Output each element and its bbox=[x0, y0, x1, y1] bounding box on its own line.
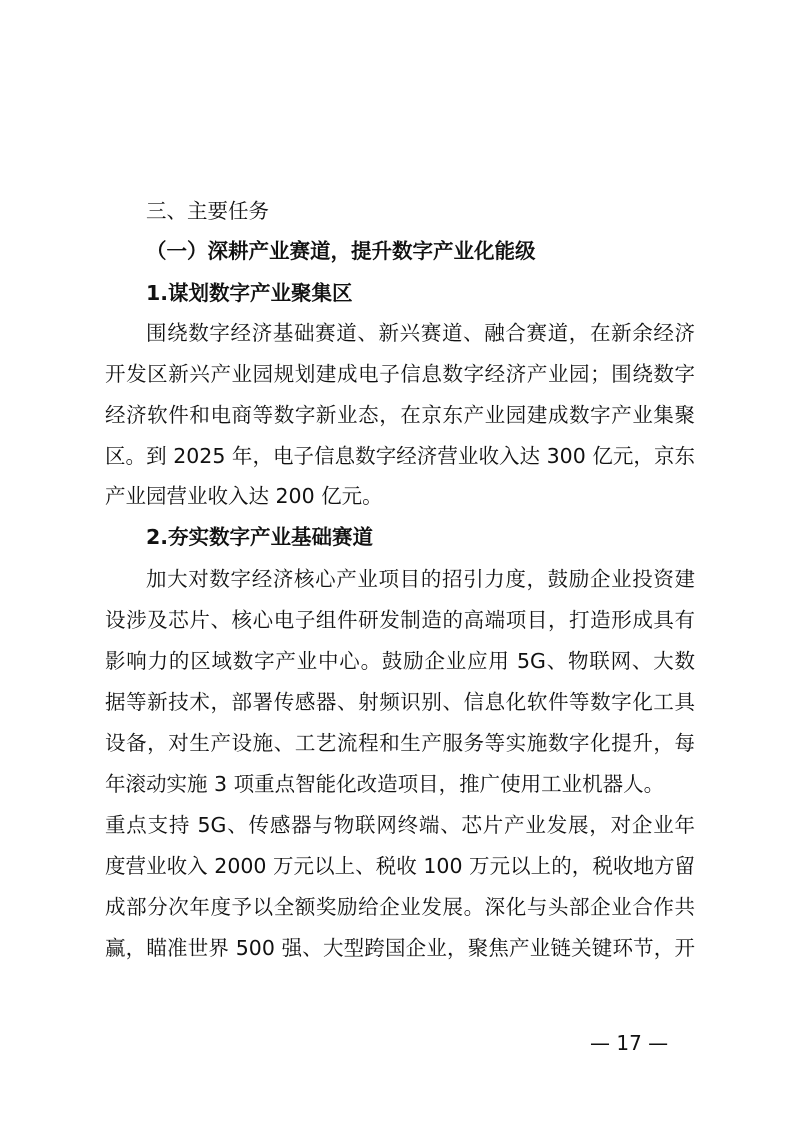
item1-line-5: 产业园营业收入达 200 亿元。 bbox=[105, 484, 383, 508]
item2-line-8: 度营业收入 2000 万元以上、税收 100 万元以上的，税收地方留 bbox=[105, 854, 695, 878]
item2-line-6: 年滚动实施 3 项重点智能化改造项目，推广使用工业机器人。 bbox=[105, 772, 665, 796]
item2-title: 2.夯实数字产业基础赛道 bbox=[146, 525, 374, 549]
item2-line-5: 设备，对生产设施、工艺流程和生产服务等实施数字化提升，每 bbox=[105, 731, 695, 755]
item1-title: 1.谋划数字产业聚集区 bbox=[146, 281, 353, 305]
item1-line-3: 经济软件和电商等数字新业态，在京东产业园建成数字产业集聚 bbox=[105, 403, 695, 427]
item2-line-2: 设涉及芯片、核心电子组件研发制造的高端项目，打造形成具有 bbox=[105, 608, 695, 632]
item2-line-7: 重点支持 5G、传感器与物联网终端、芯片产业发展，对企业年 bbox=[105, 813, 695, 837]
item2-line-4: 据等新技术，部署传感器、射频识别、信息化软件等数字化工具 bbox=[105, 690, 695, 714]
item2-line-10: 赢，瞄准世界 500 强、大型跨国企业，聚焦产业链关键环节，开 bbox=[105, 936, 695, 960]
item1-line-4: 区。到 2025 年，电子信息数字经济营业收入达 300 亿元，京东 bbox=[105, 444, 695, 468]
section-heading: 三、主要任务 bbox=[146, 199, 269, 223]
item2-line-3: 影响力的区域数字产业中心。鼓励企业应用 5G、物联网、大数 bbox=[105, 649, 695, 673]
item1-line-2: 开发区新兴产业园规划建成电子信息数字经济产业园；围绕数字 bbox=[105, 362, 695, 386]
item2-line-1: 加大对数字经济核心产业项目的招引力度，鼓励企业投资建 bbox=[146, 567, 695, 591]
item2-line-9: 成部分次年度予以全额奖励给企业发展。深化与头部企业合作共 bbox=[105, 895, 695, 919]
page-number: — 17 — bbox=[590, 1031, 669, 1055]
subsection-heading: （一）深耕产业赛道，提升数字产业化能级 bbox=[146, 239, 536, 263]
item1-line-1: 围绕数字经济基础赛道、新兴赛道、融合赛道，在新余经济 bbox=[146, 321, 695, 345]
